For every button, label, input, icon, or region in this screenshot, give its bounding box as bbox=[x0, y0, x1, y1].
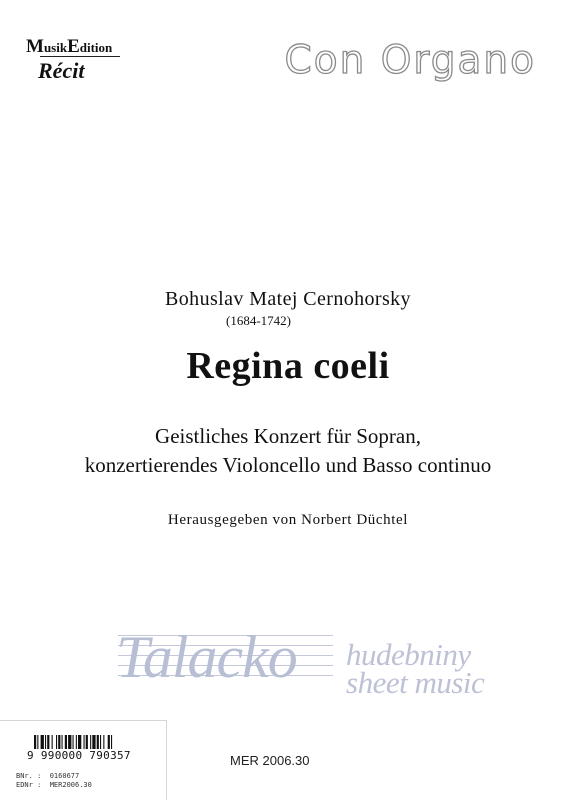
barcode-number: 9 990000 790357 bbox=[27, 749, 131, 762]
logo-line-musik-edition bbox=[26, 36, 112, 58]
sticker-frame-side bbox=[166, 720, 167, 800]
work-title: Regina coeli bbox=[186, 345, 390, 387]
work-subtitle bbox=[0, 422, 576, 480]
subtitle-line-1: Geistliches Konzert für Sopran, bbox=[155, 424, 421, 448]
bnr-value: 0160677 bbox=[49, 772, 80, 780]
subtitle-line-2: konzertierendes Violoncello und Basso continuo bbox=[84, 453, 492, 477]
logo-dition: dition bbox=[79, 40, 113, 55]
catalog-number: MER 2006.30 bbox=[230, 753, 310, 768]
stock-label: BNr. : 0160677 EDNr : MER2006.30 bbox=[16, 772, 92, 789]
composer-name: Bohuslav Matej Cernohorsky bbox=[165, 288, 411, 310]
bnr-key: BNr. bbox=[16, 772, 33, 780]
publisher-logo bbox=[26, 36, 122, 86]
retailer-watermark bbox=[118, 615, 488, 715]
editor-credit: Herausgegeben von Norbert Düchtel bbox=[167, 512, 409, 528]
composer-dates: (1684-1742) bbox=[226, 313, 291, 328]
series-title: Con Organo bbox=[284, 38, 536, 83]
logo-e: E bbox=[67, 36, 80, 57]
logo-rule bbox=[40, 56, 120, 57]
logo-recit: Récit bbox=[38, 58, 85, 83]
watermark-line-1: hudebniny bbox=[346, 637, 471, 672]
ednr-key: EDNr bbox=[16, 781, 33, 789]
watermark-line-2: sheet music bbox=[346, 665, 485, 700]
sticker-frame-top bbox=[0, 720, 166, 721]
watermark-logo: Talacko bbox=[116, 624, 297, 690]
ednr-value: MER2006.30 bbox=[49, 781, 92, 789]
logo-usik: usik bbox=[43, 40, 68, 55]
logo-m: M bbox=[26, 36, 44, 57]
